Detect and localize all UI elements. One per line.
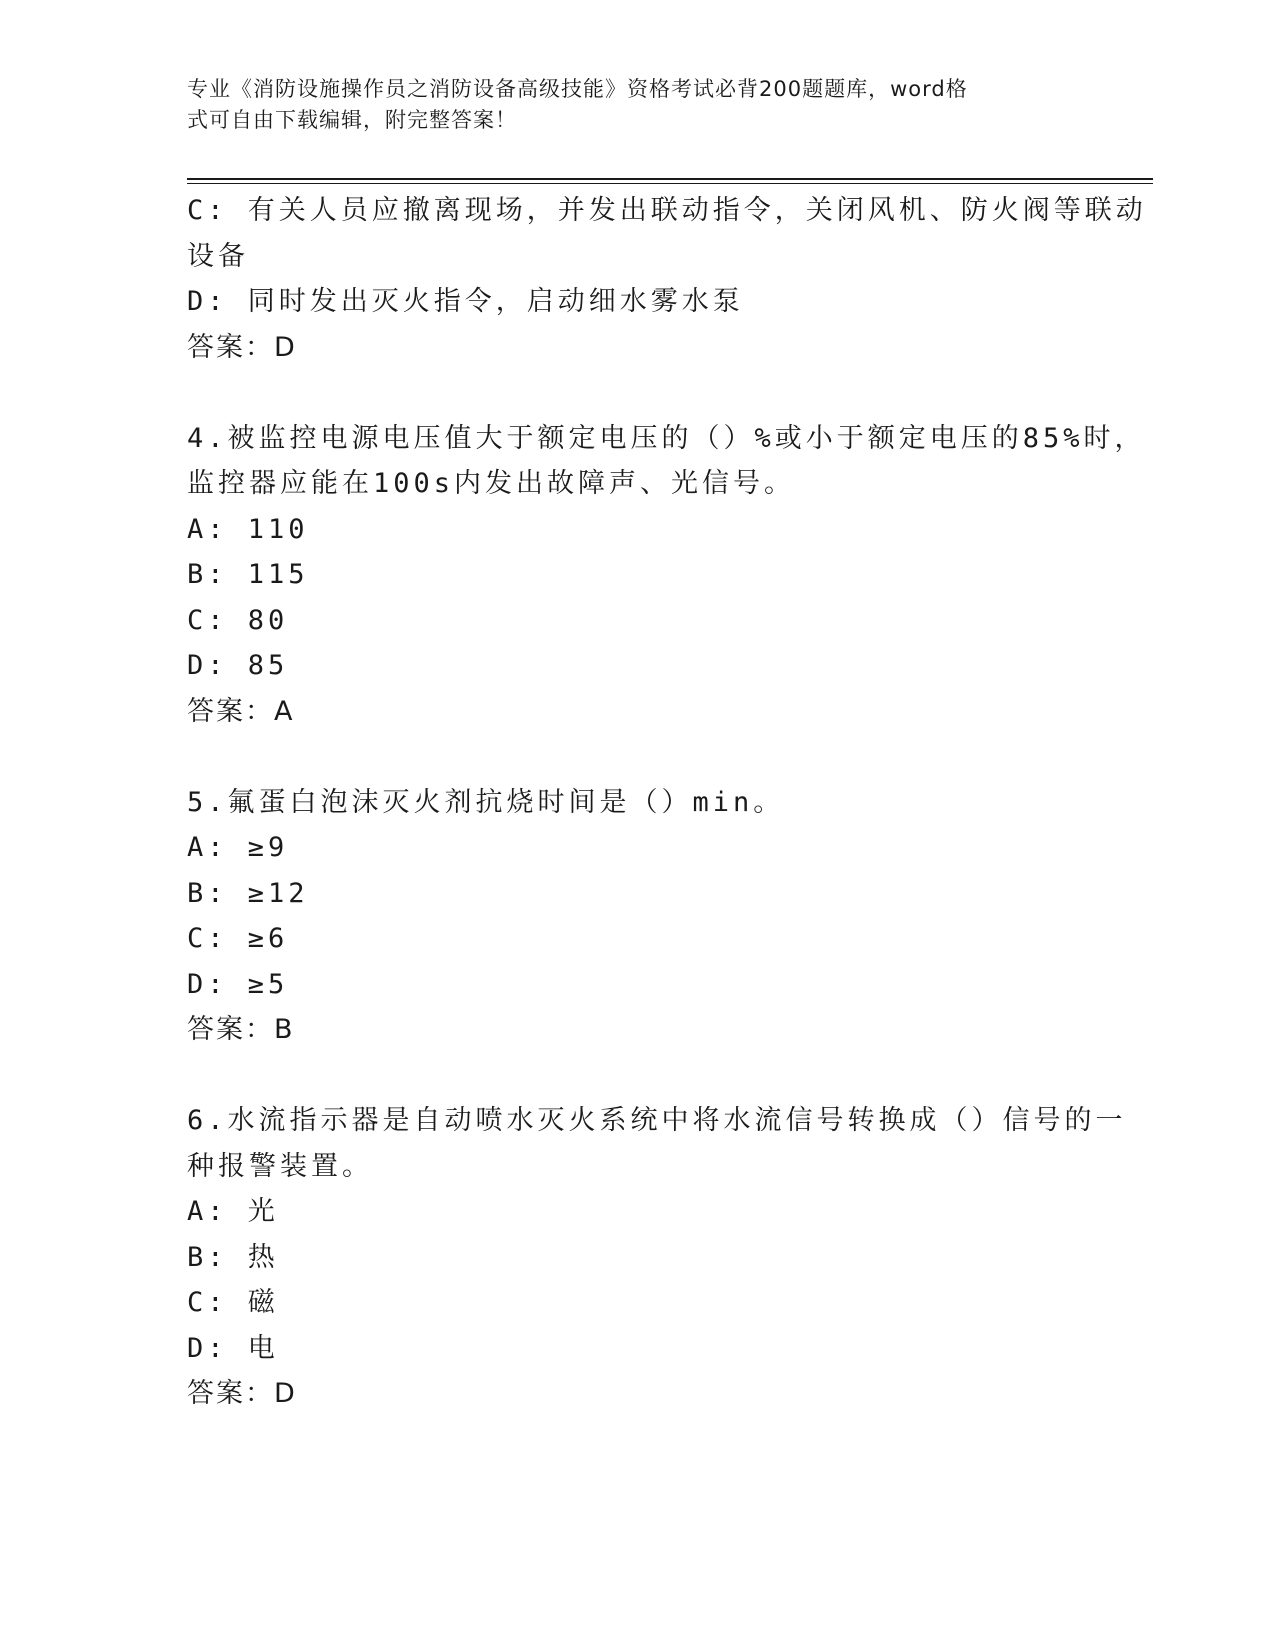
question-6 [187, 1098, 1127, 1417]
spacer [187, 734, 1087, 780]
option-b: B: ≥12 [187, 877, 309, 909]
header-title-line-1: 专业《消防设施操作员之消防设备高级技能》资格考试必背200题题库，word格 [187, 77, 968, 101]
option-b: B: 热 [187, 1241, 279, 1273]
question-stem-continued: 种报警装置。 [187, 1150, 373, 1182]
header-title-line-2: 式可自由下载编辑，附完整答案！ [187, 108, 517, 132]
spacer [187, 370, 1087, 416]
question-stem: 6.水流指示器是自动喷水灭火系统中将水流信号转换成（）信号的一 [187, 1105, 1127, 1136]
answer: 答案：B [187, 1014, 295, 1045]
answer: 答案：D [187, 1378, 297, 1409]
question-content [187, 188, 1147, 1417]
question-5 [187, 780, 1087, 1053]
answer: 答案：A [187, 695, 295, 727]
option-c-continued: 设备 [187, 240, 249, 272]
option-a: A: ≥9 [187, 832, 289, 863]
option-a: A: 光 [187, 1196, 279, 1227]
spacer [187, 1053, 1087, 1099]
option-c: C: 80 [187, 604, 289, 636]
option-b: B: 115 [187, 559, 309, 590]
option-d: D: 电 [187, 1332, 279, 1364]
header-divider-thin [187, 183, 1153, 184]
question-stem: 5.氟蛋白泡沫灭火剂抗烧时间是（）min。 [187, 786, 785, 818]
document-header [187, 74, 1067, 136]
option-c: C: 磁 [187, 1287, 279, 1318]
option-c: C: 有关人员应撤离现场，并发出联动指令，关闭风机、防火阀等联动 [187, 195, 1147, 226]
question-stem-continued: 监控器应能在100s内发出故障声、光信号。 [187, 468, 796, 499]
option-c: C: ≥6 [187, 923, 289, 954]
option-d: D: 85 [187, 650, 289, 681]
question-3-continuation [187, 188, 1147, 370]
option-a: A: 110 [187, 513, 309, 545]
option-d: D: ≥5 [187, 968, 289, 1000]
answer: 答案：D [187, 331, 297, 363]
option-d: D: 同时发出灭火指令，启动细水雾水泵 [187, 286, 744, 317]
header-divider-thick [187, 178, 1153, 180]
question-4 [187, 416, 1146, 735]
question-stem: 4.被监控电源电压值大于额定电压的（）%或小于额定电压的85%时， [187, 422, 1146, 454]
